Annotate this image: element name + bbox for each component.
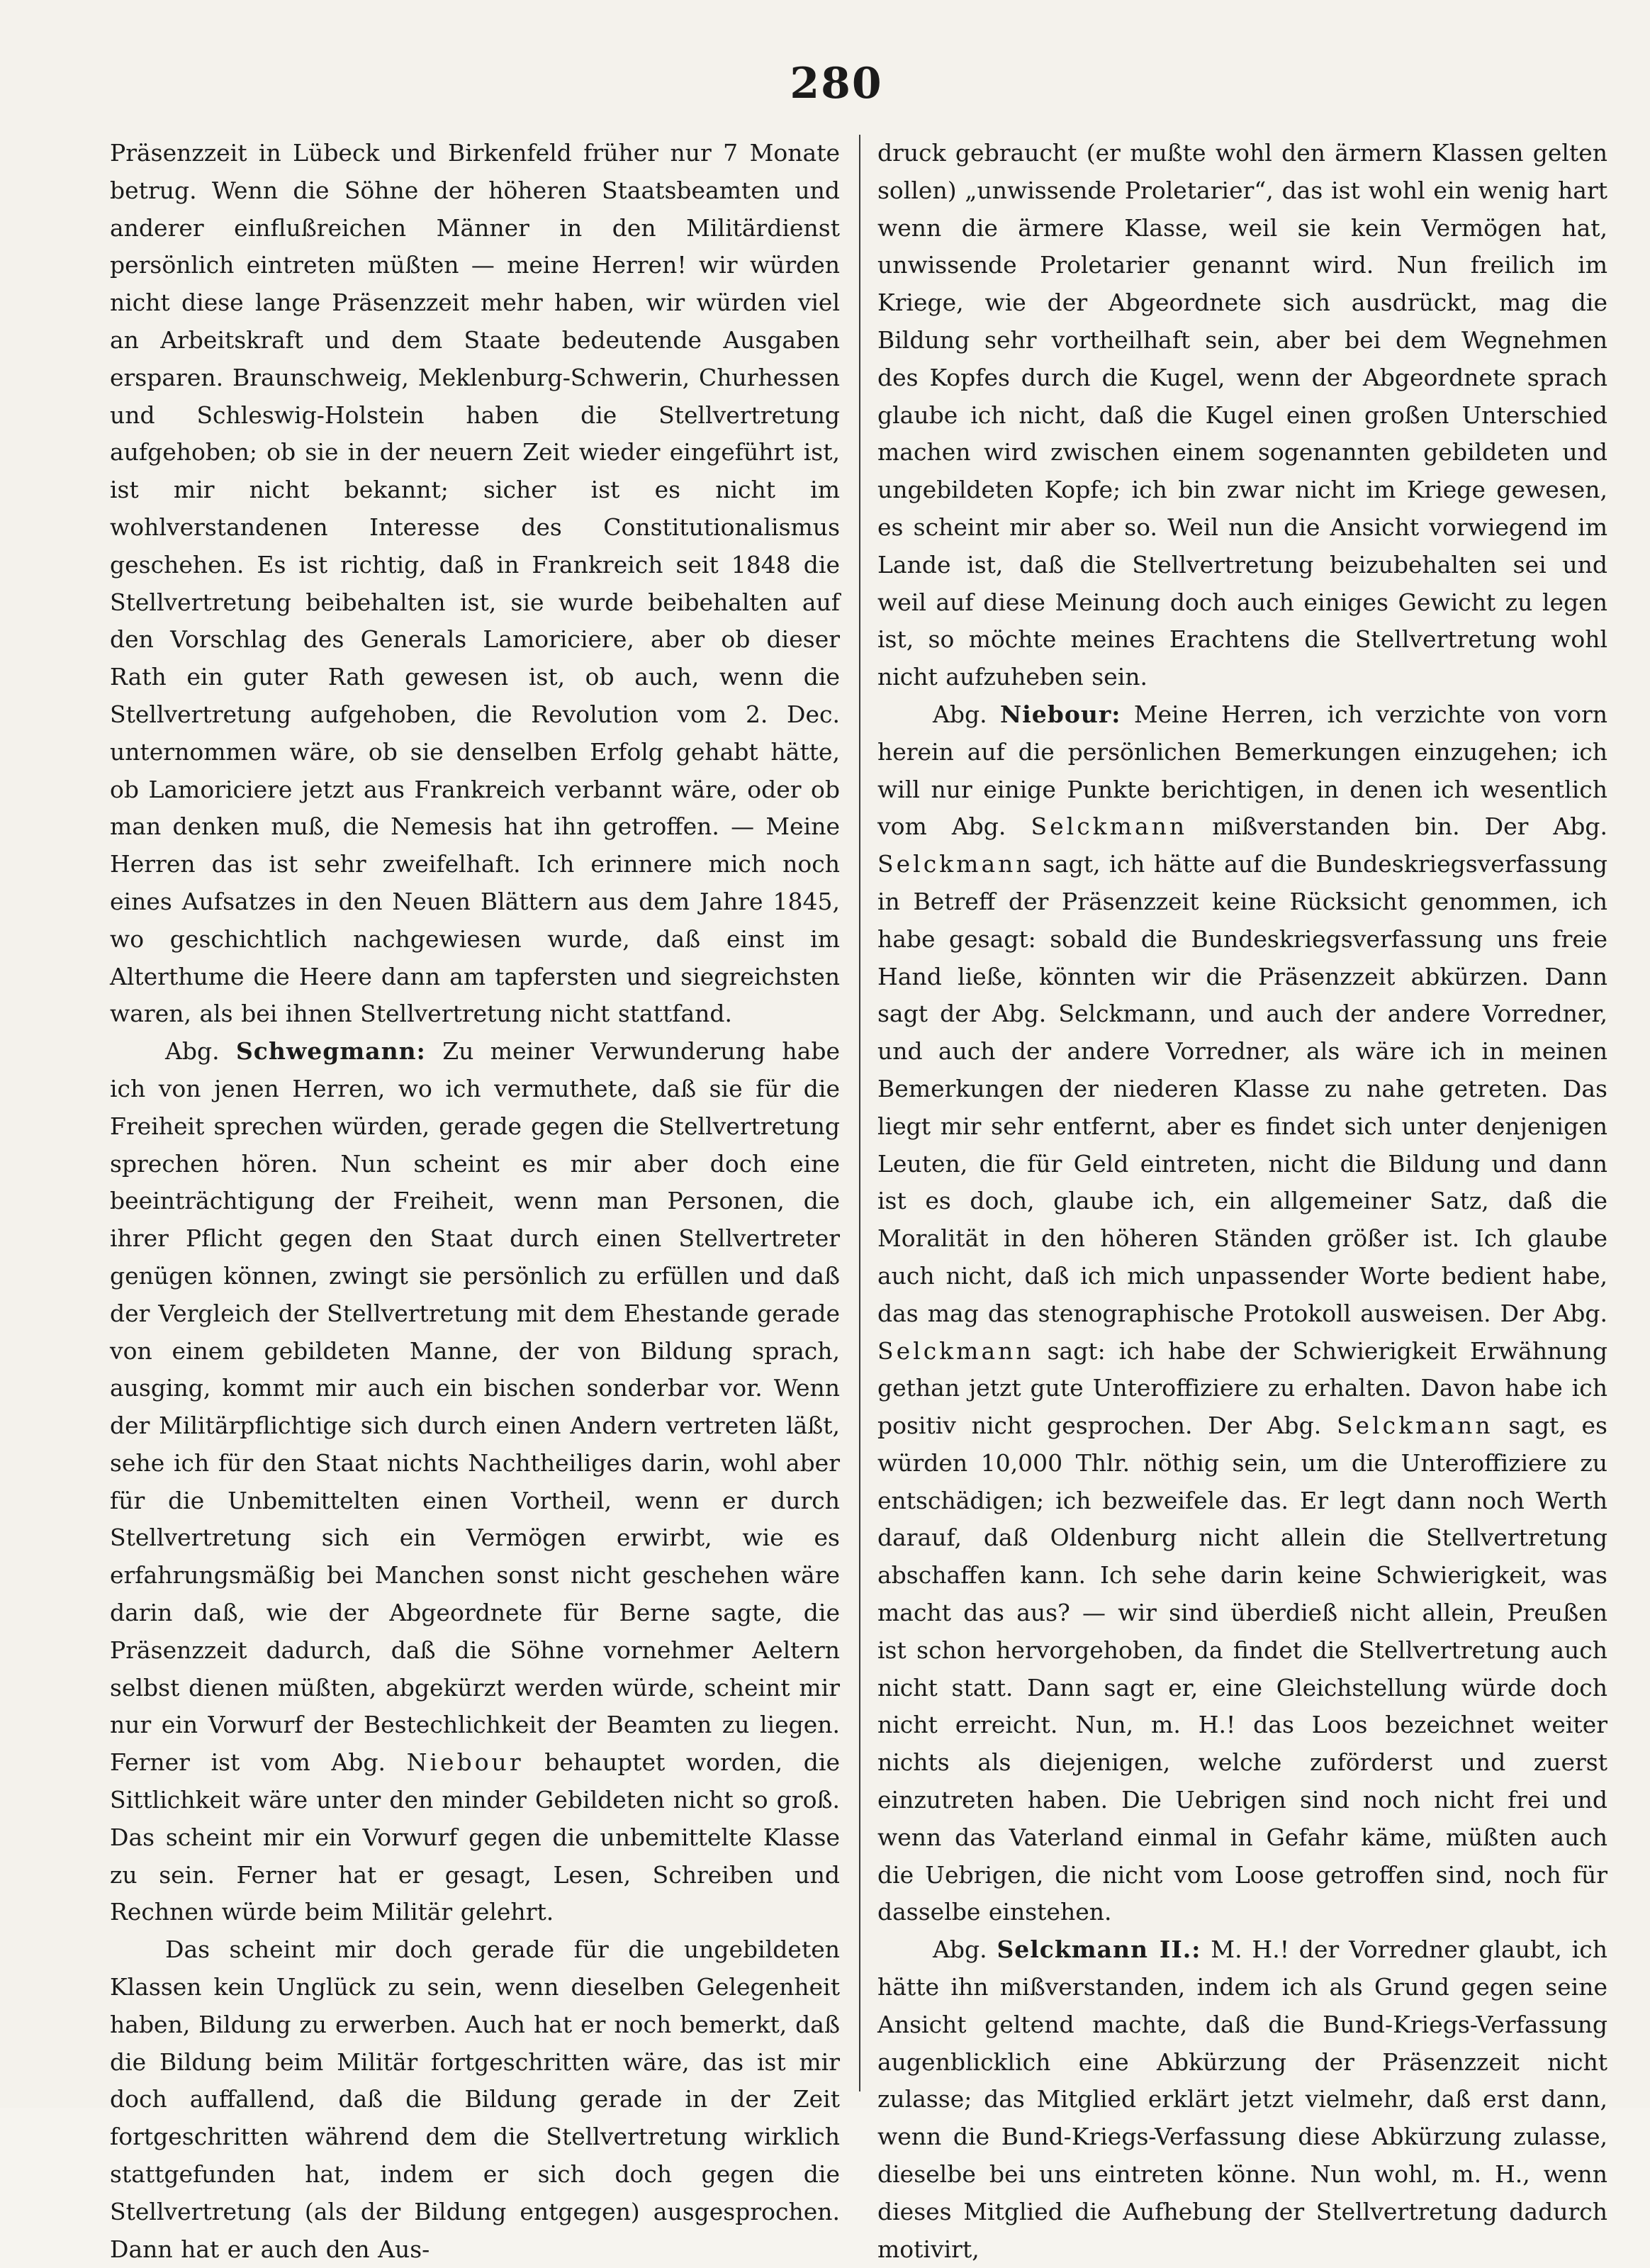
- speaker-prefix: Abg.: [933, 700, 987, 728]
- column-divider: [859, 135, 860, 2091]
- speaker-name: Niebour:: [1000, 700, 1121, 728]
- spaced-name: Selckmann: [1031, 812, 1188, 841]
- right-column: [877, 135, 1607, 2268]
- spaced-name: Selckmann: [877, 850, 1034, 878]
- paragraph-text: sagt: ich habe der Schwierigkeit Erwähnung gethan jetzt gute Unteroffiziere zu erhalten. Davon habe ich positiv nicht gesprochen. Der Abg.: [877, 1336, 1607, 1440]
- paragraph: druck gebraucht (er mußte wohl den ärmern Klassen gelten sollen) „unwissende Proletarier“, das ist wohl ein wenig hart wenn die ärmere Klasse, weil sie kein Vermögen hat, unwissende Proletarier genannt wird. Nun freilich im Kriege, wie der Abgeordnete sich ausdrückt, mag die Bildung sehr vortheilhaft sein, aber bei dem Wegnehmen des Kopfes durch die Kugel, wenn der Abgeordnete sprach glaube ich nicht, daß die Kugel einen großen Unterschied machen wird zwischen einem sogenannten gebildeten und ungebildeten Kopfe; ich bin zwar nicht im Kriege gewesen, es scheint mir aber so. Weil nun die Ansicht vorwiegend im Lande ist, daß die Stellvertretung beizubehalten sei und weil auf diese Meinung doch auch einiges Gewicht zu legen ist, so möchte meines Erachtens die Stellvertretung wohl nicht aufzuheben sein.: [877, 139, 1607, 691]
- page-number: 280: [790, 59, 883, 108]
- paragraph-text: Meine Herren, ich verzichte von vorn herein auf die persönlichen Bemerkungen einzugehen; ich will nur einige Punkte berichtigen, in denen ich wesentlich vom Abg.: [877, 700, 1607, 841]
- paragraph-text: Zu meiner Verwunderung habe ich von jenen Herren, wo ich vermuthete, daß sie für die Freiheit sprechen würden, gerade gegen die Stellvertretung sprechen hören. Nun scheint es mir aber doch eine beeinträchtigung der Freiheit, wenn man Personen, die ihrer Pflicht gegen den Staat durch einen Stellvertreter genügen können, zwingt sie persönlich zu erfüllen und daß der Vergleich der Stellvertretung mit dem Ehestande gerade von einem gebildeten Manne, der von Bildung sprach, ausging, kommt mir auch ein bischen sonderbar vor. Wenn der Militärpflichtige sich durch einen Andern vertreten läßt, sehe ich für den Staat nichts Nachtheiliges darin, wohl aber für die Unbemittelten einen Vortheil, wenn er durch Stellvertretung sich ein Vermögen erwirbt, wie es erfahrungsmäßig bei Manchen sonst nicht geschehen wäre darin daß, wie der Abgeordnete für Berne sagte, die Präsenzzeit dadurch, daß die Söhne vornehmer Aeltern selbst dienen müßten, abgekürzt werden würde, scheint mir nur ein Vorwurf der Bestechlichkeit der Beamten zu liegen. Ferner ist vom Abg.: [110, 1037, 840, 1777]
- paragraph-text: M. H.! der Vorredner glaubt, ich hätte ihn mißverstanden, indem ich als Grund gegen seine Ansicht geltend machte, daß die Bund-Kriegs-Verfassung augenblicklich eine Abkürzung der Präsenzzeit nicht zulasse; das Mitglied erklärt jetzt vielmehr, daß erst dann, wenn die Bund-Kriegs-Verfassung diese Abkürzung zulasse, dieselbe bei uns eintreten könne. Nun wohl, m. H., wenn dieses Mitglied die Aufhebung der Stellvertretung dadurch motivirt,: [877, 1935, 1607, 2263]
- speaker-name: Schwegmann:: [235, 1037, 426, 1066]
- paragraph-selckmann: [877, 1931, 1607, 2268]
- left-column: [110, 135, 840, 2268]
- spaced-name: Niebour: [406, 1748, 524, 1777]
- spaced-name: Selckmann: [1336, 1412, 1493, 1440]
- paragraph: Präsenzzeit in Lübeck und Birkenfeld früher nur 7 Monate betrug. Wenn die Söhne der höheren Staatsbeamten und anderer einflußreichen Männer in den Militärdienst persönlich eintreten müßten — meine Herren! wir würden nicht diese lange Präsenzzeit mehr haben, wir würden viel an Arbeitskraft und dem Staate bedeutende Ausgaben ersparen. Braunschweig, Meklenburg-Schwerin, Churhessen und Schleswig-Holstein haben die Stellvertretung aufgehoben; ob sie in der neuern Zeit wieder eingeführt ist, ist mir nicht bekannt; sicher ist es nicht im wohlverstandenen Interesse des Constitutionalismus geschehen. Es ist richtig, daß in Frankreich seit 1848 die Stellvertretung beibehalten ist, sie wurde beibehalten auf den Vorschlag des Generals Lamoriciere, aber ob dieser Rath ein guter Rath gewesen ist, ob auch, wenn die Stellvertretung aufgehoben, die Revolution vom 2. Dec. unternommen wäre, ob sie denselben Erfolg gehabt hätte, ob Lamoriciere jetzt aus Frankreich verbannt wäre, oder ob man denken muß, die Nemesis hat ihn getroffen. — Meine Herren das ist sehr zweifelhaft. Ich erinnere mich noch eines Aufsatzes in den Neuen Blättern aus dem Jahre 1845, wo geschichtlich nachgewiesen wurde, daß einst im Alterthume die Heere dann am tapfersten und siegreichsten waren, als bei ihnen Stellvertretung nicht stattfand.: [110, 139, 840, 1028]
- speaker-prefix: Abg.: [933, 1935, 987, 1964]
- paragraph: Das scheint mir doch gerade für die ungebildeten Klassen kein Unglück zu sein, wenn dieselben Gelegenheit haben, Bildung zu erwerben. Auch hat er noch bemerkt, daß die Bildung beim Militär fortgeschritten wäre, das ist mir doch auffallend, daß die Bildung gerade in der Zeit fortgeschritten während dem die Stellvertretung wirklich stattgefunden hat, indem er sich doch gegen die Stellvertretung (als der Bildung entgegen) ausgesprochen. Dann hat er auch den Aus-: [110, 1935, 840, 2263]
- speaker-name: Selckmann II.:: [997, 1935, 1201, 1964]
- speaker-prefix: Abg.: [165, 1037, 220, 1066]
- paragraph-text: mißverstanden bin. Der Abg.: [1212, 812, 1607, 841]
- paragraph-text: sagt, es würden 10,000 Thlr. nöthig sein, um die Unteroffiziere zu entschädigen; ich bezweifele das. Er legt dann noch Werth darauf, daß Oldenburg nicht allein die Stellvertretung abschaffen kann. Ich sehe darin keine Schwierigkeit, was macht das aus? — wir sind überdieß nicht allein, Preußen ist schon hervorgehoben, da findet die Stellvertretung auch nicht statt. Dann sagt er, eine Gleichstellung würde doch nicht erreicht. Nun, m. H.! das Loos bezeichnet weiter nichts als diejenigen, welche zuförderst und zuerst einzutreten haben. Die Uebrigen sind noch nicht frei und wenn das Vaterland einmal in Gefahr käme, müßten auch die Uebrigen, die nicht vom Loose getroffen sind, noch für dasselbe einstehen.: [877, 1412, 1607, 1926]
- spaced-name: Selckmann: [877, 1336, 1034, 1365]
- paragraph-schwegmann: [110, 1033, 840, 1931]
- paragraph-niebour: [877, 696, 1607, 1931]
- paragraph-text: behauptet worden, die Sittlichkeit wäre unter den minder Gebildeten nicht so groß. Das scheint mir ein Vorwurf gegen die unbemittelte Klasse zu sein. Ferner hat er gesagt, Lesen, Schreiben und Rechnen würde beim Militär gelehrt.: [110, 1748, 840, 1926]
- paragraph-text: sagt, ich hätte auf die Bundeskriegsverfassung in Betreff der Präsenzzeit keine Rücksicht genommen, ich habe gesagt: sobald die Bundeskriegsverfassung uns freie Hand ließe, könnten wir die Präsenzzeit abkürzen. Dann sagt der Abg. Selckmann, und auch der andere Vorredner, und auch der andere Vorredner, als wäre ich in meinen Bemerkungen der niederen Klasse zu nahe getreten. Das liegt mir sehr entfernt, aber es findet sich unter denjenigen Leuten, die für Geld eintreten, nicht die Bildung und dann ist es doch, glaube ich, ein allgemeiner Satz, daß die Moralität in den höheren Ständen größer ist. Ich glaube auch nicht, daß ich mich unpassender Worte bedient habe, das mag das stenographische Protokoll ausweisen. Der Abg.: [877, 850, 1607, 1327]
